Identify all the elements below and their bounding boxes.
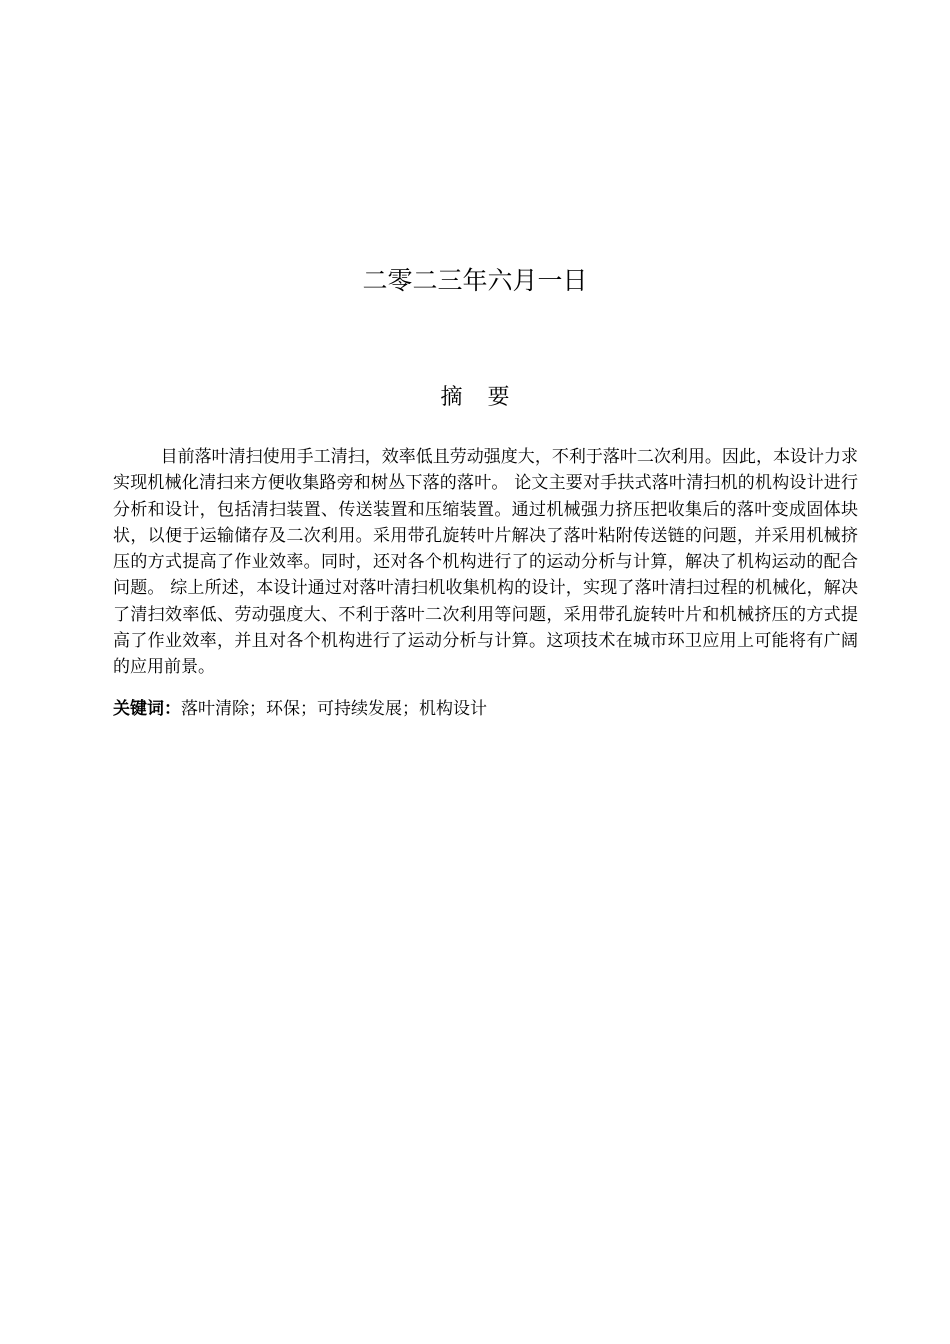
keywords-label: 关键词： (113, 699, 181, 719)
abstract-heading: 摘 要 (440, 385, 510, 410)
abstract-body: 目前落叶清扫使用手工清扫，效率低且劳动强度大，不利于落叶二次利用。因此，本设计力求实现机械化清扫来方便收集路旁和树丛下落的落叶。 论文主要对手扶式落叶清扫机的机构设计进行分析和设计，包括清扫装置、传送装置和压缩装置。通过机械强力挤压把收集后的落叶变成固体块状，以便于运输储存及二次利用。采用带孔旋转叶片解决了落叶粘附传送链的问题，并采用机械挤压的方式提高了作业效率。同时，还对各个机构进行了的运动分析与计算，解决了机构运动的配合问题。 综上所述，本设计通过对落叶清扫机收集机构的设计，实现了落叶清扫过程的机械化，解决了清扫效率低、劳动强度大、不利于落叶二次利用等问题，采用带孔旋转叶片和机械挤压的方式提高了作业效率，并且对各个机构进行了运动分析与计算。这项技术在城市环卫应用上可能将有广阔的应用前景。 (113, 447, 858, 678)
date-line: 二零二三年六月一日 (362, 266, 588, 295)
keywords-line (113, 696, 858, 722)
keywords-value: 落叶清除；环保；可持续发展；机构设计 (181, 699, 487, 719)
